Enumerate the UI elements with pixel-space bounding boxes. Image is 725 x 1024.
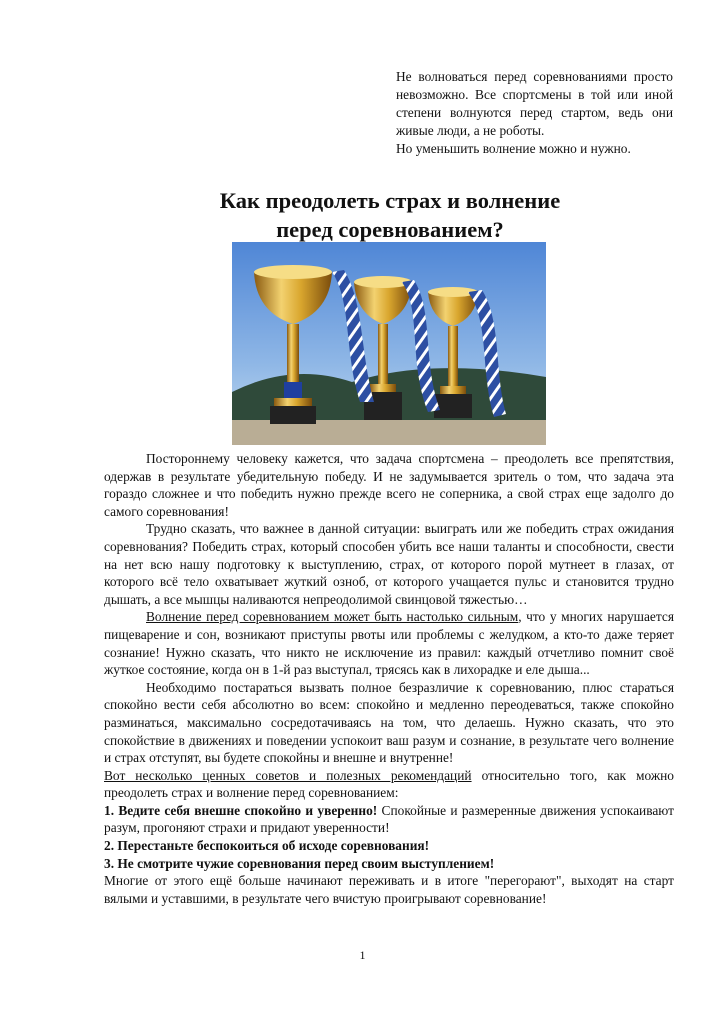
tip-1 <box>104 802 674 837</box>
tip-3-heading: 3. Не смотрите чужие соревнования перед своим выступлением! <box>104 855 495 871</box>
tips-underlined-phrase: Вот несколько ценных советов и полезных рекомендаций <box>104 767 472 783</box>
title-line-1: Как преодолеть страх и волнение <box>219 188 561 213</box>
tip-2-heading: 2. Перестаньте беспокоиться об исходе соревнования! <box>104 838 430 854</box>
paragraph-intro: Постороннему человеку кажется, что задача спортсмена – преодолеть все препятствия, одержав в результате убедительную победу. И не задумывается зритель о том, что задача эта гораздо сложнее и что победить нужно прежде всего не соперника, а свой страх еще задолго до самого соревнования! <box>104 451 674 519</box>
paragraph-excitement-rest: , что у многих нарушается пищеварение и сон, возникают приступы рвоты или проблемы с желудком, а кто-то даже теряет сознание! Нужно сказать, что никто не исключение из правил: каждый отчетливо помнит своё жуткое состояние, когда он в 1-й раз выступал, трясясь как в лихорадке и еле дыша... <box>104 609 674 678</box>
paragraph-tips-intro <box>104 767 674 802</box>
paragraph-excitement <box>104 608 674 678</box>
page-title <box>100 186 680 244</box>
paragraph-calm: Необходимо постараться вызвать полное безразличие к соревнованию, плюс стараться спокойно вести себя абсолютно во всем: спокойно и медленно переодеваться, также спокойно разминаться, максимально сосредотачиваясь на том, что делаешь. Нужно сказать, что это спокойствие в движениях и поведении успокоит ваш разум и сознание, в результате чего волнение и страх отступят, вы будете спокойны и внешне и внутренне! <box>104 679 674 766</box>
epigraph <box>396 68 673 158</box>
paragraph-fear: Трудно сказать, что важнее в данной ситуации: выиграть или же победить страх ожидания соревнования? Победить страх, который способен убить все наши таланты и способности, свести на нет всю нашу подготовку к выступлению, страх, от которого порой мутнеет в глазах, от которого всё тело охватывает жуткий озноб, от которого учащается пульс и становится трудно дышать, а все мышцы наливаются непреодолимой свинцовой тяжестью… <box>104 521 674 607</box>
title-line-2: перед соревнованием? <box>276 217 504 242</box>
article-body <box>104 450 674 907</box>
trophies-illustration <box>232 242 546 445</box>
tip-2 <box>104 837 674 855</box>
tip-3-text: Многие от этого ещё больше начинают переживать и в итоге "перегорают", выходят на старт вялыми и уставшими, в результате чего вчистую проигрывают соревнование! <box>104 873 674 906</box>
trophies-photo <box>232 242 546 445</box>
epigraph-last-line: Но уменьшить волнение можно и нужно. <box>396 141 631 156</box>
page-number: 1 <box>359 948 366 962</box>
underlined-phrase: Волнение перед соревнованием может быть настолько сильным <box>146 609 519 625</box>
tips-intro-rest: относительно того, как можно преодолеть страх и волнение перед соревнованием: <box>104 767 674 801</box>
tip-1-text: Спокойные и размеренные движения успокаивают разум, прогоняют страхи и придают уверенности! <box>104 802 674 836</box>
epigraph-text: Не волноваться перед соревнованиями просто невозможно. Все спортсмены в той или иной степени волнуются перед стартом, ведь они живые люди, а не роботы. <box>396 69 673 138</box>
tip-1-heading: 1. Ведите себя внешне спокойно и уверенно! <box>104 802 378 818</box>
tip-3 <box>104 855 674 873</box>
